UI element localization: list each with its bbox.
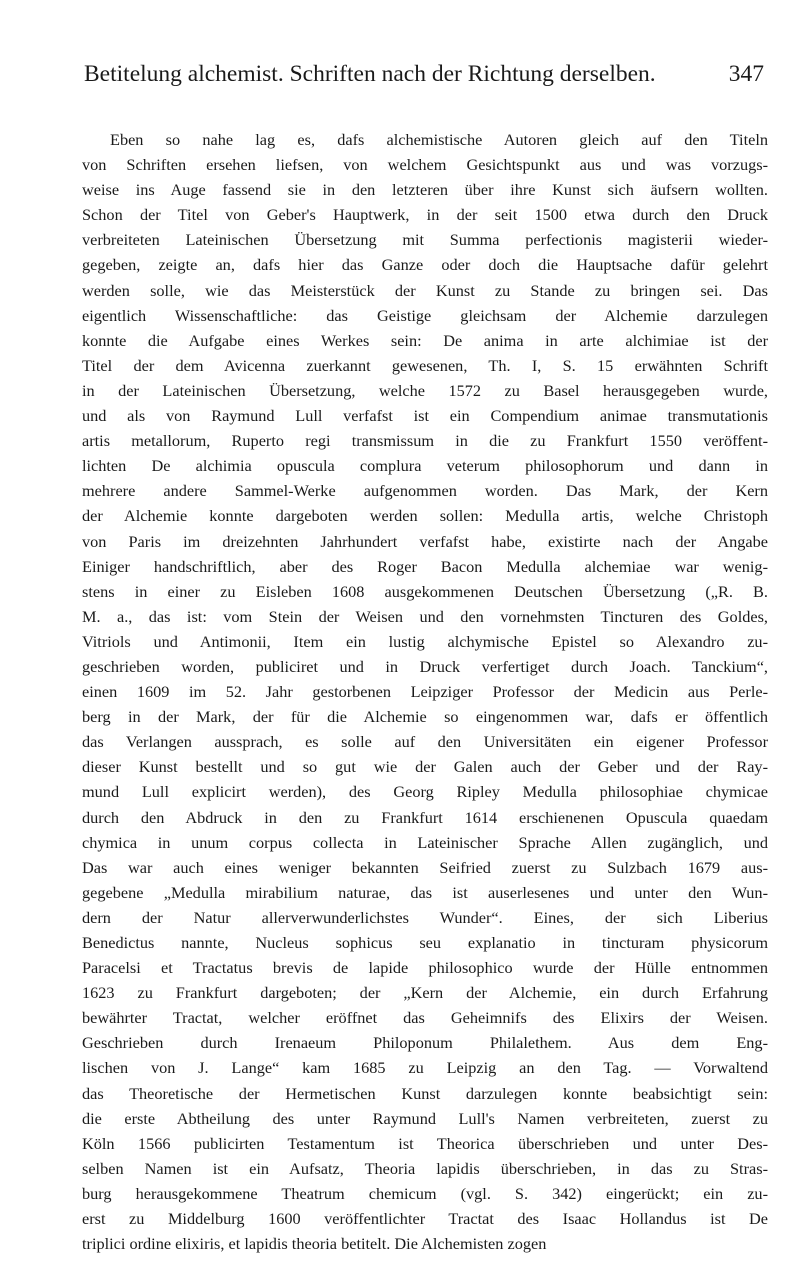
text-line: Einiger handschriftlich, aber des Roger Bacon Medulla alchemiae war wenig-: [82, 556, 768, 576]
text-line: Eben so nahe lag es, dafs alchemistische Autoren gleich auf den Titeln: [110, 130, 768, 149]
text-line: triplici ordine elixiris, et lapidis theoria betitelt. Die Alchemisten zogen: [82, 1234, 547, 1254]
text-line: das Verlangen aussprach, es solle auf den Universitäten ein eigener Professor: [82, 732, 768, 752]
text-line: selben Namen ist ein Aufsatz, Theoria lapidis überschrieben, in das zu Stras-: [82, 1158, 768, 1178]
text-line: eigentlich Wissenschaftliche: das Geistige gleichsam der Alchemie darzulegen: [82, 305, 768, 325]
text-line: Schon der Titel von Geber's Hauptwerk, in der seit 1500 etwa durch den Druck: [82, 205, 768, 225]
text-line: dieser Kunst bestellt und so gut wie der Galen auch der Geber und der Ray-: [82, 757, 768, 777]
text-line: bewährter Tractat, welcher eröffnet das Geheimnifs des Elixirs der Weisen.: [82, 1008, 768, 1028]
text-line: in der Lateinischen Übersetzung, welche 1572 zu Basel herausgegeben wurde,: [82, 380, 768, 400]
text-line: artis metallorum, Ruperto regi transmissum in die zu Frankfurt 1550 veröffent-: [82, 431, 768, 451]
text-line: lichten De alchimia opuscula complura veterum philosophorum und dann in: [82, 456, 768, 476]
text-line: mehrere andere Sammel-Werke aufgenommen worden. Das Mark, der Kern: [82, 481, 768, 501]
text-line: geschrieben worden, publiciret und in Druck verfertiget durch Joach. Tanckium“,: [82, 656, 768, 676]
text-line: Benedictus nannte, Nucleus sophicus seu explanatio in tincturam physicorum: [82, 933, 768, 952]
text-line: Titel der dem Avicenna zuerkannt gewesenen, Th. I, S. 15 erwähnten Schrift: [82, 355, 768, 375]
text-line: dern der Natur allerverwunderlichstes Wunder“. Eines, der sich Liberius: [82, 907, 768, 927]
text-line: und als von Raymund Lull verfafst ist ein Compendium animae transmutationis: [82, 406, 768, 426]
text-line: mund Lull explicirt werden), des Georg Ripley Medulla philosophiae chymicae: [82, 782, 768, 802]
text-line: gegebene „Medulla mirabilium naturae, das ist auserlesenes und unter den Wun-: [82, 882, 768, 902]
text-line: einen 1609 im 52. Jahr gestorbenen Leipziger Professor der Medicin aus Perle-: [82, 682, 768, 702]
text-line: lischen von J. Lange“ kam 1685 zu Leipzig an den Tag. — Vorwaltend: [82, 1058, 768, 1078]
text-line: Das war auch eines weniger bekannten Seifried zuerst zu Sulzbach 1679 aus-: [82, 857, 768, 877]
text-line: gegeben, zeigte an, dafs hier das Ganze oder doch die Hauptsache dafür gelehrt: [82, 255, 768, 275]
text-line: die erste Abtheilung des unter Raymund Lull's Namen verbreiteten, zuerst zu: [82, 1108, 768, 1128]
text-line: erst zu Middelburg 1600 veröffentlichter Tractat des Isaac Hollandus ist De: [82, 1209, 768, 1229]
text-line: chymica in unum corpus collecta in Lateinischer Sprache Allen zugänglich, und: [82, 832, 768, 852]
page-number: 347: [728, 61, 764, 87]
text-line: konnte die Aufgabe eines Werkes sein: De anima in arte alchimiae ist der: [82, 330, 768, 350]
text-line: stens in einer zu Eisleben 1608 ausgekommenen Deutschen Übersetzung („R. B.: [82, 581, 768, 601]
text-line: Vitriols und Antimonii, Item ein lustig alchymische Epistel so Alexandro zu-: [82, 631, 768, 651]
text-line: der Alchemie konnte dargeboten werden sollen: Medulla artis, welche Christoph: [82, 506, 768, 526]
body-text: [82, 127, 768, 1256]
text-line: M. a., das ist: vom Stein der Weisen und den vornehmsten Tincturen des Goldes,: [82, 606, 768, 626]
text-line: verbreiteten Lateinischen Übersetzung mit Summa perfectionis magisterii wieder-: [82, 230, 768, 250]
text-line: Geschrieben durch Irenaeum Philoponum Philalethem. Aus dem Eng-: [82, 1033, 768, 1053]
running-head: [84, 57, 764, 91]
text-line: Paracelsi et Tractatus brevis de lapide philosophico wurde der Hülle entnommen: [82, 958, 768, 978]
text-line: durch den Abdruck in den zu Frankfurt 1614 erschienenen Opuscula quaedam: [82, 807, 768, 827]
text-line: burg herausgekommene Theatrum chemicum (vgl. S. 342) eingerückt; ein zu-: [82, 1183, 768, 1203]
running-head-title: Betitelung alchemist. Schriften nach der Richtung derselben.: [84, 61, 656, 87]
text-line: von Paris im dreizehnten Jahrhundert verfafst habe, existirte nach der Angabe: [82, 531, 768, 551]
text-line: von Schriften ersehen liefsen, von welchem Gesichtspunkt aus und was vorzugs-: [82, 155, 768, 175]
text-line: weise ins Auge fassend sie in den letzteren über ihre Kunst sich äufsern wollten.: [82, 180, 768, 200]
text-line: werden solle, wie das Meisterstück der Kunst zu Stande zu bringen sei. Das: [82, 280, 768, 300]
text-line: das Theoretische der Hermetischen Kunst darzulegen konnte beabsichtigt sein:: [82, 1083, 768, 1103]
text-line: Köln 1566 publicirten Testamentum ist Theorica überschrieben und unter Des-: [82, 1133, 768, 1153]
text-line: 1623 zu Frankfurt dargeboten; der „Kern der Alchemie, ein durch Erfahrung: [82, 983, 768, 1003]
text-line: berg in der Mark, der für die Alchemie so eingenommen war, dafs er öffentlich: [82, 707, 768, 727]
